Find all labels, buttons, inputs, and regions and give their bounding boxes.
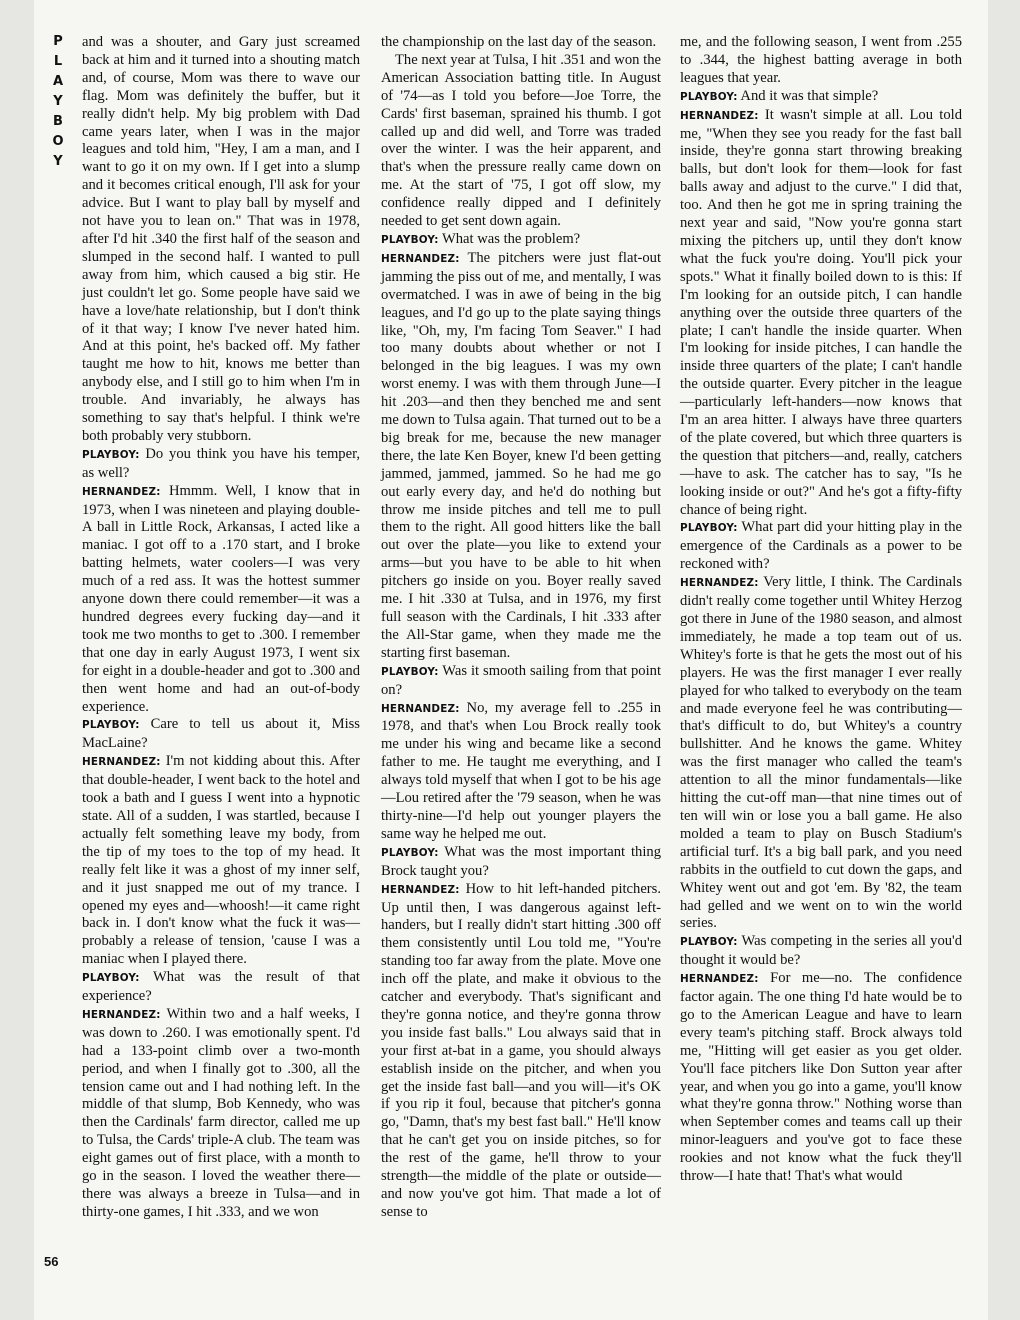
paragraph-text: Was competing in the series all you'd thought it would be? <box>680 933 962 969</box>
sidebar-letter: B <box>53 114 63 129</box>
paragraph-text: the championship on the last day of the season. <box>381 34 657 50</box>
speaker-label: PLAYBOY: <box>680 522 738 535</box>
paragraph-text: It wasn't simple at all. Lou told me, "When they see you ready for the fast ball inside, they're gonna start throwing breaking balls, but don't look for them—look for fast balls away and adjust to the curve." I did that, too. And then he got me in spring training the next year and said, "Now you're gonna start mixing the pitchers up, until they don't know what the fuck you're doing. You'll pick your spots." What it finally boiled down to is this: If I'm looking for an outside pitch, I can handle anything over the outside three quarters of the plate; I can't handle the inside quarter. When I'm looking for inside pitches, I can handle the inside three quarters of the plate; I can't handle the outside quarter. Every pitcher in the league—particularly left-handers—now knows that I'm an area hitter. I always have three quarters of the plate covered, but which three quarters is the question that pitchers—and, really, catchers—have to ask. The catcher has to say, "Is he looking inside or out?" And he's got a fifty-fifty chance of being right. <box>680 106 962 518</box>
magazine-page <box>34 0 988 1320</box>
speaker-label: PLAYBOY: <box>680 90 738 103</box>
paragraph-text: Care to tell us about it, Miss MacLaine? <box>82 716 360 752</box>
text-column-3 <box>680 34 962 1186</box>
speaker-label: PLAYBOY: <box>82 972 140 985</box>
paragraph-text: The next year at Tulsa, I hit .351 and won the American Association batting title. In August of '74—as I told you before—Joe Torre, the Cards' first baseman, sprained his thumb. I got called up and did well, and Torre was traded over the winter. I was the heir apparent, and that's when the pressure really came down on me. At the start of '75, I got off slow, my confidence really dipped and I definitely needed to get sent down again. <box>381 51 661 230</box>
paragraph-text: Within two and a half weeks, I was down to .260. I was emotionally spent. I'd had a 133-point climb over a two-month period, and when I finally got to .300, all the tension came out and I had nothing left. In the middle of that slump, Bob Kennedy, who was then the Cardinals' farm director, called me up to Tulsa, the Cards' triple-A club. The team was eight games out of first place, with a month to go in the season. I loved the weather there—there was always a breeze in Tulsa—and in thirty-one games, I hit .333, and we won <box>82 1005 361 1220</box>
speaker-label: PLAYBOY: <box>381 846 439 859</box>
article-paragraph <box>680 970 962 1186</box>
article-paragraph <box>381 250 661 663</box>
article-paragraph <box>381 231 661 250</box>
speaker-label: HERNANDEZ: <box>82 1008 161 1021</box>
sidebar-letter: L <box>53 54 63 69</box>
speaker-label: HERNANDEZ: <box>82 485 161 498</box>
speaker-label: HERNANDEZ: <box>680 109 759 122</box>
speaker-label: PLAYBOY: <box>82 719 140 732</box>
paragraph-text: Hmmm. Well, I know that in 1973, when I was nineteen and playing double-A ball in Little Rock, Arkansas, I acted like a maniac. I got off to a .170 start, and I broke batting helmets, water coolers—I was very much of a red ass. It was the hottest summer anyone down there could remember—it was a hundred degrees every fucking day—and it took me two months to get to .300. I remember that one day in early August 1973, I went six for eight in a double-header and got to .300 and then went home and had an out-of-body experience. <box>82 482 361 715</box>
speaker-label: HERNANDEZ: <box>381 702 460 715</box>
article-paragraph <box>680 107 962 520</box>
sidebar-letter: A <box>52 74 64 89</box>
article-paragraph <box>381 663 661 700</box>
article-paragraph <box>82 969 360 1006</box>
paragraph-text: What was the result of that experience? <box>82 969 360 1005</box>
speaker-label: PLAYBOY: <box>680 936 738 949</box>
paragraph-text: Very little, I think. The Cardinals didn't really come together until Whitey Herzog got there in June of the 1980 season, and almost immediately, he made a top team out of us. Whitey's forte is that he gets the most out of his players. He was the first manager I ever really played for who talked to everybody on the team and made everyone feel he was contributing—that's difficult to do, but Whitey's a country bullshitter. And he knows the game. Whitey was the first manager who called the team's attention to all the minor fundamentals—like hitting the cut-off man—that nine times out of ten will win or lose you a ball game. He also molded a team to play on Busch Stadium's artificial turf. It's a big ball park, and you need rabbits in the outfield to cut down the gaps, and Whitey went out and got 'em. By '82, the team had gelled and we went on to win the world series. <box>680 574 963 932</box>
paragraph-text: The pitchers were just flat-out jamming the piss out of me, and mentally, I was overmatched. I was in awe of being in the big leagues, and I'd go up to the plate saying things like, "Oh, my, I'm facing Tom Seaver." I had too many doubts about whether or not I belonged in the big leagues. I was my own worst enemy. I was with them through June—I hit .203—and then they benched me and sent me down to Tulsa again. That turned out to be a big break for me, because the new manager there, the late Ken Boyer, knew I'd been getting jammed, jammed, jammed. So he had me go out early every day, and he'd do nothing but throw me inside pitches and tell me to pull them to the right. All good hitters like the ball out over the plate—you like to extend your arms—but you have to be able to hit when pitchers go inside on you. Boyer really saved me. I hit .330 at Tulsa, and in 1976, my first full season with the Cardinals, I hit .333 after the All-Star game, when they made me the starting first baseman. <box>381 249 662 661</box>
speaker-label: PLAYBOY: <box>381 233 439 246</box>
article-paragraph <box>680 519 962 574</box>
speaker-label: PLAYBOY: <box>381 665 439 678</box>
text-column-2 <box>381 34 661 1222</box>
article-paragraph <box>381 700 661 844</box>
speaker-label: PLAYBOY: <box>82 448 140 461</box>
article-paragraph <box>82 483 360 717</box>
magazine-sidebar-logo <box>48 32 68 172</box>
paragraph-text: What part did your hitting play in the emergence of the Cardinals as a power to be reckoned with? <box>680 519 962 573</box>
sidebar-letter: P <box>53 34 63 49</box>
article-paragraph <box>381 881 661 1222</box>
speaker-label: HERNANDEZ: <box>82 756 161 769</box>
speaker-label: HERNANDEZ: <box>381 883 460 896</box>
page-number: 56 <box>44 1254 59 1269</box>
paragraph-text: me, and the following season, I went from .255 to .344, the highest batting average in both leagues that year. <box>680 34 962 86</box>
paragraph-text: For me—no. The confidence factor again. The one thing I'd hate would be to go to the American League and have to learn every team's pitching staff. Brock always told me, "Hitting will get easier as you get older. You'll face pitchers like Don Sutton year after year, and when you go into a game, you'll know what they're gonna throw." Nothing worse than when September comes and teams call up their minor-leaguers and you've got to face these rookies and not know what the fuck they'll throw—I hate that! That's what would <box>680 970 962 1185</box>
article-paragraph <box>82 1006 360 1222</box>
article-paragraph <box>82 34 360 446</box>
speaker-label: HERNANDEZ: <box>381 252 460 265</box>
article-paragraph <box>82 753 360 969</box>
article-paragraph <box>381 34 661 52</box>
text-column-1 <box>82 34 360 1222</box>
sidebar-letter: O <box>52 134 64 149</box>
paragraph-text: And it was that simple? <box>740 87 879 104</box>
speaker-label: HERNANDEZ: <box>680 577 759 590</box>
paragraph-text: and was a shouter, and Gary just screamed back at him and it turned into a shouting match and, of course, Mom was there to wave our flag. Mom was definitely the buffer, but it really didn't help. My big problem with Dad came years later, when I was in the major leagues and told him, "Hey, I am a man, and I want to go it on my own. If I get into a slump and it becomes critical enough, I'll ask for your advice. But I want to play ball by myself and not have you to lean on." That was in 1978, after I'd hit .340 the first half of the season and slumped in the second half. I wanted to pull away from him, which caused a big stir. He just couldn't let go. Some people have said we have a love/hate relationship, but I don't think of it that way; I know I've never hated him. And at this point, he's backed off. My father taught me how to hit, knows me better than anybody else, and I still go to him when I'm in trouble. And invariably, he always has something to say that's helpful. I think we're both probably very stubborn. <box>82 34 360 444</box>
paragraph-text: How to hit left-handed pitchers. Up until then, I was dangerous against left-handers, but I really didn't start hitting .300 off them consistently until Lou told me, "You're standing too far away from the plate. Move one inch off the plate, and make it obvious to the catcher and everybody. That's significant and they're gonna notice, and they're gonna throw you inside fast balls." Lou always said that in your first at-bat in a game, you should always establish inside on the pitcher, and when you get the inside fast ball—and you will—it's OK if you rip it foul, because that pitcher's gonna go, "Damn, that's my best fast ball." He'll know that he can't get you on inside pitches, so for the rest of the game, he'll throw to your strength—the middle of the plate or outside—and now you've got him. That made a lot of sense to <box>381 880 661 1220</box>
paragraph-text: What was the most important thing Brock taught you? <box>381 843 661 879</box>
paragraph-text: I'm not kidding about this. After that double-header, I went back to the hotel and took a bath and I guess I went into a hypnotic state. All of a sudden, I was startled, because I actually felt something leave my body, from the tip of my toes to the top of my head. It really felt like it was a ghost of my inner self, and it just snapped me out of my trance. I opened my eyes and—whoosh!—it came right back in. I don't know what the fuck it was—probably a release of tension, 'cause I was a maniac when I played there. <box>82 753 361 968</box>
paragraph-text: What was the problem? <box>441 230 581 247</box>
speaker-label: HERNANDEZ: <box>680 973 759 986</box>
article-paragraph <box>680 88 962 107</box>
article-paragraph <box>82 716 360 753</box>
paragraph-text: Do you think you have his temper, as well? <box>82 445 360 481</box>
article-paragraph <box>82 446 360 483</box>
sidebar-letter: Y <box>53 154 63 169</box>
article-paragraph <box>680 34 962 88</box>
paragraph-text: No, my average fell to .255 in 1978, and that's when Lou Brock really took me under his wing and became like a second father to me. He taught me everything, and I always told myself that when I got to be his age—Lou retired after the '79 season, when he was thirty-nine—I'd help out younger players the same way he helped me out. <box>381 699 662 842</box>
sidebar-letter: Y <box>53 94 63 109</box>
article-paragraph <box>680 933 962 970</box>
paragraph-text: Was it smooth sailing from that point on? <box>381 662 662 698</box>
article-paragraph <box>680 574 962 933</box>
article-paragraph <box>381 52 661 231</box>
article-paragraph <box>381 844 661 881</box>
